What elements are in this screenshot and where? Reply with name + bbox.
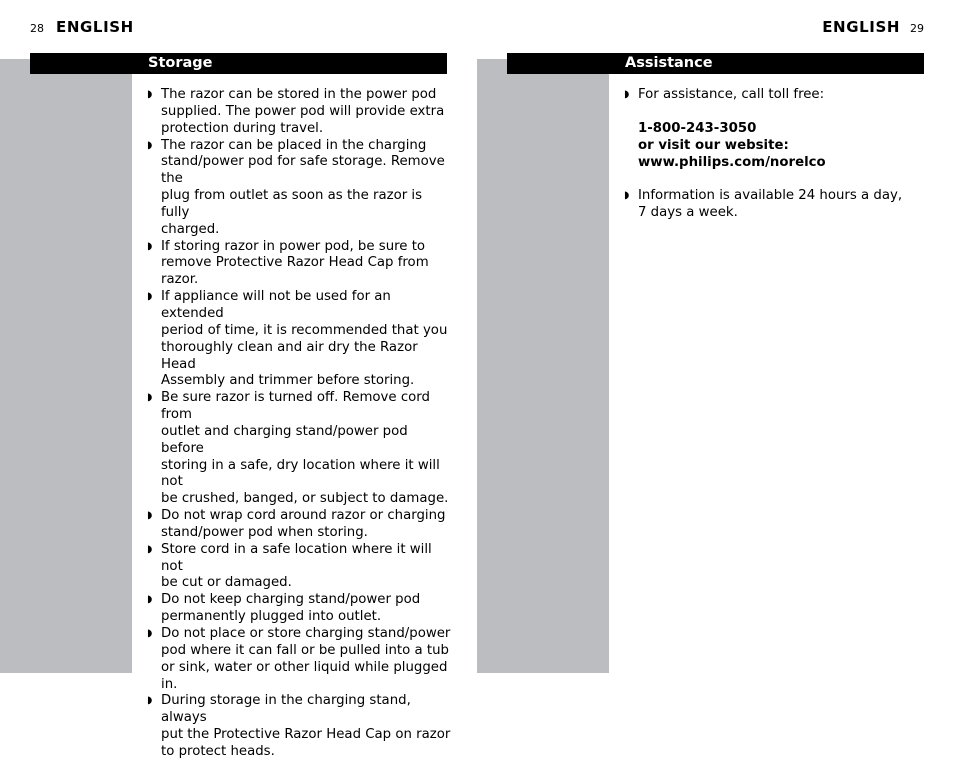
right-page-number: 29 bbox=[910, 22, 924, 35]
half-circle-bullet-icon: ◗ bbox=[147, 628, 153, 639]
storage-bullet-line: stand/power pod for safe storage. Remove the bbox=[161, 154, 445, 187]
storage-bullet-text bbox=[161, 289, 452, 390]
storage-section-bar bbox=[30, 53, 447, 74]
storage-bullet-line: Do not wrap cord around razor or charging bbox=[161, 508, 446, 524]
storage-bullet-text bbox=[161, 390, 452, 508]
phone-number: 1-800-243-3050 bbox=[638, 120, 757, 136]
storage-content bbox=[147, 87, 452, 761]
storage-bullet-item bbox=[147, 289, 452, 390]
left-page-number: 28 bbox=[30, 22, 44, 35]
storage-bullet-item bbox=[147, 390, 452, 508]
storage-bullet-text bbox=[161, 508, 452, 542]
right-page bbox=[477, 0, 954, 673]
half-circle-bullet-icon: ◗ bbox=[147, 392, 153, 404]
storage-bullet-list bbox=[147, 87, 452, 761]
storage-bullet-line: permanently plugged into outlet. bbox=[161, 609, 382, 625]
availability-text bbox=[638, 188, 929, 222]
storage-bullet-line: Do not place or store charging stand/power bbox=[161, 626, 451, 641]
storage-bullet-line: thoroughly clean and air dry the Razor Head bbox=[161, 339, 418, 372]
storage-bullet-line: be cut or damaged. bbox=[161, 575, 292, 591]
storage-bullet-item bbox=[147, 87, 452, 138]
storage-bullet-item bbox=[147, 508, 452, 542]
left-page bbox=[0, 0, 477, 759]
half-circle-bullet-icon: ◗ bbox=[147, 510, 153, 522]
assistance-intro-item bbox=[624, 87, 929, 104]
storage-bullet-item bbox=[147, 542, 452, 593]
storage-bullet-text bbox=[161, 592, 452, 626]
half-circle-bullet-icon: ◗ bbox=[624, 89, 630, 100]
storage-bullet-line: storing in a safe, dry location where it will not bbox=[161, 457, 440, 490]
assistance-content bbox=[624, 87, 929, 222]
right-page-header bbox=[822, 18, 924, 38]
storage-bullet-item bbox=[147, 239, 452, 290]
half-circle-bullet-icon: ◗ bbox=[147, 291, 153, 303]
storage-bullet-line: or sink, water or other liquid while plugged in. bbox=[161, 659, 448, 692]
storage-bullet-line: Assembly and trimmer before storing. bbox=[161, 373, 415, 389]
website-link[interactable]: www.philips.com/norelco bbox=[638, 154, 826, 170]
half-circle-bullet-icon: ◗ bbox=[147, 89, 153, 100]
assistance-section-title: Assistance bbox=[625, 55, 713, 71]
contact-block bbox=[638, 121, 929, 172]
availability-item bbox=[624, 188, 929, 222]
half-circle-bullet-icon: ◗ bbox=[147, 543, 153, 555]
half-circle-bullet-icon: ◗ bbox=[147, 240, 153, 252]
storage-bullet-line: to protect heads. bbox=[161, 743, 275, 759]
half-circle-bullet-icon: ◗ bbox=[147, 594, 153, 606]
storage-bullet-line: The razor can be stored in the power pod bbox=[161, 87, 437, 102]
storage-bullet-line: plug from outlet as soon as the razor is fully bbox=[161, 188, 423, 220]
storage-bullet-line: period of time, it is recommended that you bbox=[161, 322, 448, 338]
storage-bullet-line: Be sure razor is turned off. Remove cord from bbox=[161, 390, 430, 423]
storage-bullet-line: If storing razor in power pod, be sure to bbox=[161, 238, 426, 254]
storage-bullet-item bbox=[147, 693, 452, 760]
storage-bullet-line: put the Protective Razor Head Cap on razor bbox=[161, 727, 451, 743]
storage-bullet-text bbox=[161, 626, 452, 693]
storage-bullet-line: pod where it can fall or be pulled into a tub bbox=[161, 642, 449, 658]
storage-bullet-line: Do not keep charging stand/power pod bbox=[161, 592, 421, 608]
storage-bullet-text bbox=[161, 239, 452, 290]
storage-bullet-text bbox=[161, 87, 452, 138]
storage-bullet-line: outlet and charging stand/power pod before bbox=[161, 423, 408, 456]
storage-bullet-line: supplied. The power pod will provide extra bbox=[161, 103, 445, 119]
storage-bullet-text bbox=[161, 693, 452, 760]
left-header-title: ENGLISH bbox=[56, 18, 134, 36]
storage-bullet-text bbox=[161, 542, 452, 593]
website-prompt: or visit our website: bbox=[638, 137, 789, 153]
half-circle-bullet-icon: ◗ bbox=[147, 139, 153, 151]
half-circle-bullet-icon: ◗ bbox=[147, 695, 153, 707]
right-gray-margin-column bbox=[477, 59, 609, 673]
assistance-section-bar bbox=[507, 53, 924, 74]
availability-line: Information is available 24 hours a day, bbox=[638, 188, 903, 204]
availability-line: 7 days a week. bbox=[638, 205, 738, 221]
storage-section-title: Storage bbox=[148, 55, 213, 71]
storage-bullet-line: The razor can be placed in the charging bbox=[161, 137, 427, 153]
storage-bullet-line: During storage in the charging stand, always bbox=[161, 693, 411, 726]
storage-bullet-item bbox=[147, 138, 452, 239]
left-gray-margin-column bbox=[0, 59, 132, 673]
storage-bullet-text bbox=[161, 138, 452, 239]
left-page-header bbox=[30, 18, 134, 38]
storage-bullet-line: Store cord in a safe location where it will not bbox=[161, 541, 432, 574]
assistance-intro-text: For assistance, call toll free: bbox=[638, 87, 825, 102]
right-header-title: ENGLISH bbox=[822, 18, 900, 36]
storage-bullet-line: If appliance will not be used for an extended bbox=[161, 289, 391, 321]
half-circle-bullet-icon: ◗ bbox=[624, 190, 630, 202]
storage-bullet-item bbox=[147, 592, 452, 626]
storage-bullet-line: stand/power pod when storing. bbox=[161, 524, 368, 540]
storage-bullet-line: protection during travel. bbox=[161, 120, 324, 136]
storage-bullet-line: be crushed, banged, or subject to damage. bbox=[161, 491, 449, 507]
storage-bullet-line: charged. bbox=[161, 221, 220, 237]
storage-bullet-item bbox=[147, 626, 452, 693]
storage-bullet-line: razor. bbox=[161, 272, 199, 288]
storage-bullet-line: remove Protective Razor Head Cap from bbox=[161, 255, 429, 271]
